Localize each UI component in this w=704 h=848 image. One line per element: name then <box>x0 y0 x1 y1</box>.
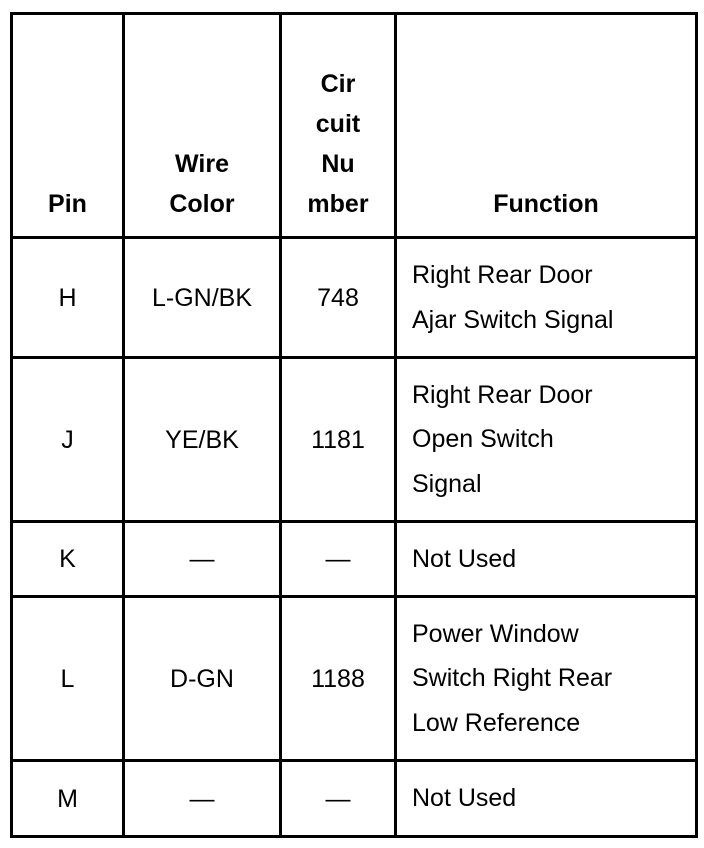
function-cell: Right Rear Door Ajar Switch Signal <box>396 238 697 358</box>
pin-cell: M <box>12 761 124 837</box>
wire-color-cell: — <box>124 761 281 837</box>
pin-cell: L <box>12 597 124 761</box>
circuit-cell: — <box>281 761 396 837</box>
wire-color-cell: — <box>124 522 281 597</box>
table-row <box>12 597 697 761</box>
header-function: Function <box>396 14 697 238</box>
pin-cell: J <box>12 358 124 522</box>
wire-color-cell: YE/BK <box>124 358 281 522</box>
pin-cell: K <box>12 522 124 597</box>
connector-pinout-table <box>10 12 698 838</box>
table-row <box>12 358 697 522</box>
table-row <box>12 761 697 837</box>
circuit-cell: 1188 <box>281 597 396 761</box>
header-pin: Pin <box>12 14 124 238</box>
circuit-cell: 1181 <box>281 358 396 522</box>
table-row <box>12 522 697 597</box>
table-row <box>12 238 697 358</box>
wire-color-cell: L-GN/BK <box>124 238 281 358</box>
circuit-cell: 748 <box>281 238 396 358</box>
header-wire-color: Wire Color <box>124 14 281 238</box>
table-header-row <box>12 14 697 238</box>
function-cell: Not Used <box>396 761 697 837</box>
function-cell: Power Window Switch Right Rear Low Reference <box>396 597 697 761</box>
function-cell: Not Used <box>396 522 697 597</box>
circuit-cell: — <box>281 522 396 597</box>
wire-color-cell: D-GN <box>124 597 281 761</box>
pin-cell: H <box>12 238 124 358</box>
function-cell: Right Rear Door Open Switch Signal <box>396 358 697 522</box>
header-circuit-number: Cir cuit Nu mber <box>281 14 396 238</box>
